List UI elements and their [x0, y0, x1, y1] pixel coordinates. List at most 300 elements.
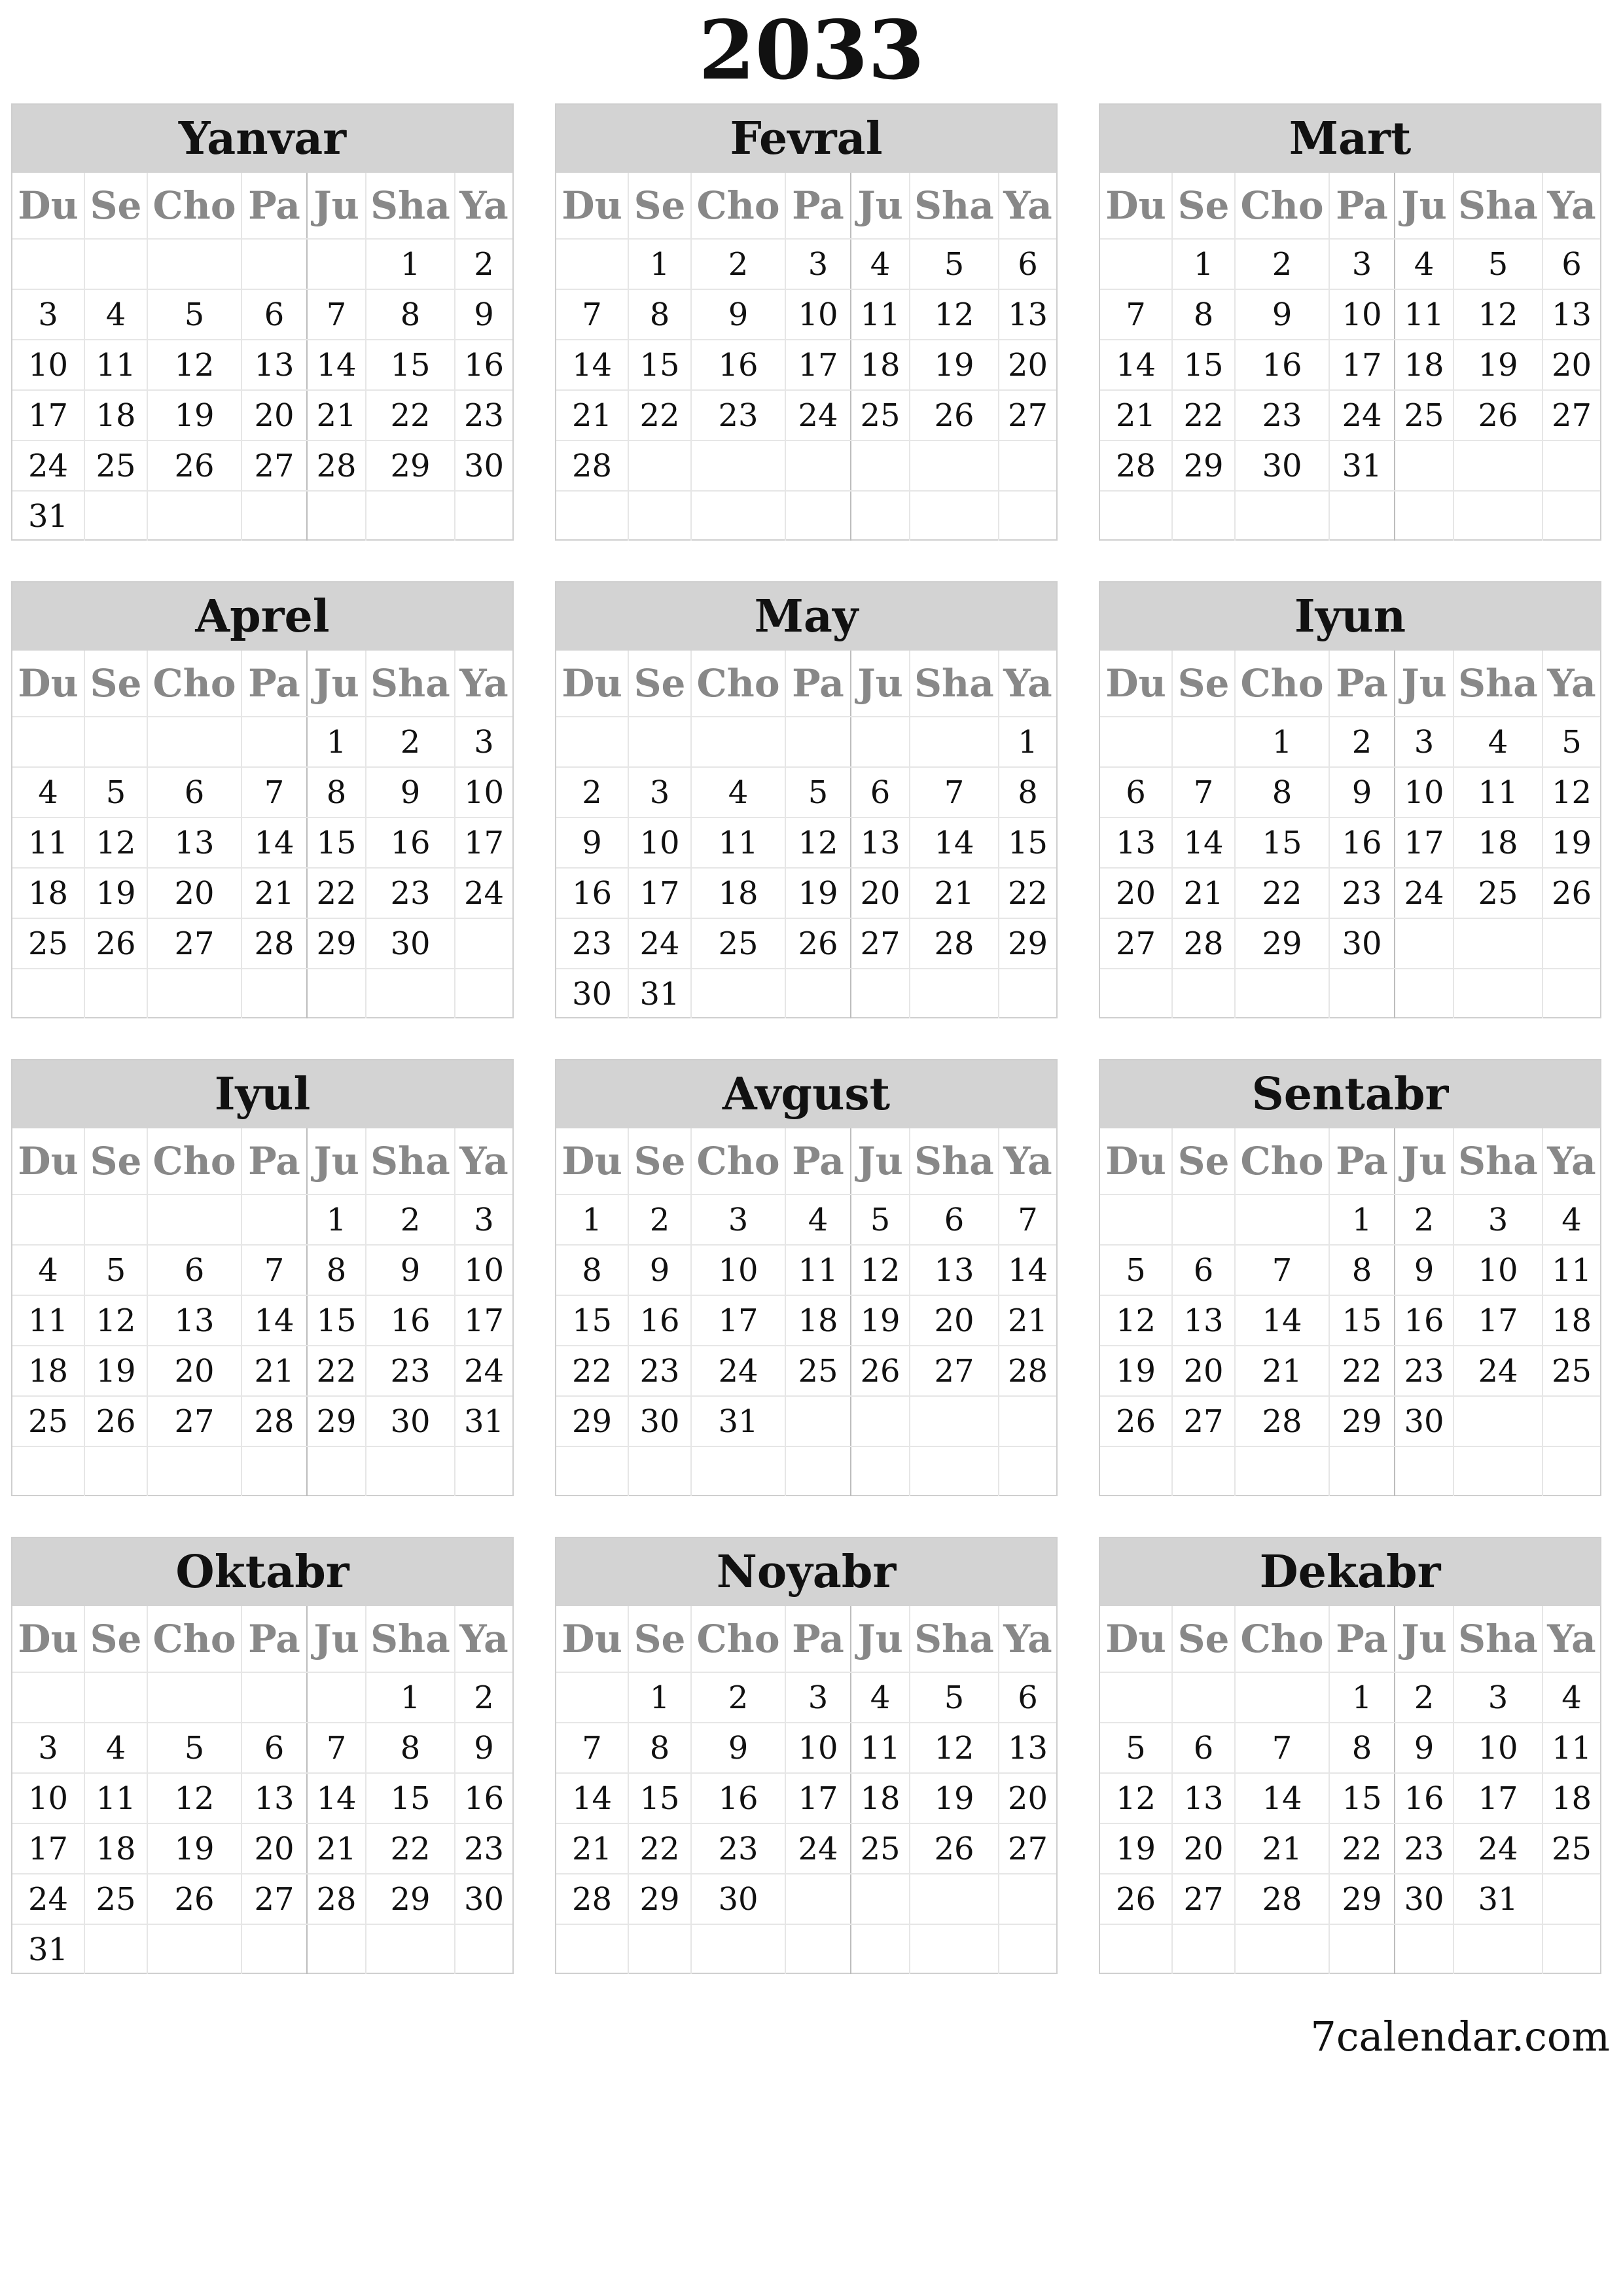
day-cell: 3	[1329, 239, 1395, 289]
weekday-row	[556, 173, 1056, 239]
day-cell	[1329, 491, 1395, 541]
week-row	[12, 1874, 512, 1924]
day-cell: 15	[999, 817, 1056, 868]
day-cell: 24	[455, 868, 512, 918]
day-cell	[1395, 969, 1454, 1018]
day-cell: 10	[1454, 1245, 1543, 1295]
day-cell: 9	[556, 817, 628, 868]
day-cell: 7	[1100, 289, 1172, 340]
days-table	[1100, 1128, 1600, 1496]
day-cell: 11	[12, 817, 84, 868]
day-cell: 30	[1395, 1396, 1454, 1446]
day-cell: 25	[12, 1396, 84, 1446]
day-cell	[1454, 491, 1543, 541]
day-cell: 8	[628, 1723, 691, 1773]
day-cell	[84, 1924, 147, 1974]
day-cell: 31	[12, 491, 84, 541]
weekday-label: Pa	[785, 173, 851, 239]
week-row	[556, 1396, 1056, 1446]
day-cell	[1329, 1446, 1395, 1496]
weekday-label: Ya	[1543, 1128, 1600, 1194]
day-cell: 20	[999, 1773, 1056, 1823]
day-cell: 23	[366, 1346, 455, 1396]
weekday-label: Cho	[147, 1128, 241, 1194]
day-cell	[1543, 1396, 1600, 1446]
day-cell: 28	[307, 440, 366, 491]
week-row	[12, 1245, 512, 1295]
day-cell: 10	[12, 340, 84, 390]
day-cell: 24	[12, 1874, 84, 1924]
day-cell: 3	[12, 1723, 84, 1773]
days-table	[1100, 1606, 1600, 1974]
year-title: 2033	[698, 3, 925, 98]
month-aprel	[11, 581, 514, 1018]
day-cell: 28	[999, 1346, 1056, 1396]
week-row	[556, 1823, 1056, 1874]
day-cell	[1454, 440, 1543, 491]
day-cell: 17	[1454, 1773, 1543, 1823]
weekday-label: Ya	[455, 173, 512, 239]
day-cell: 30	[366, 1396, 455, 1446]
day-cell: 4	[1454, 717, 1543, 767]
day-cell: 9	[455, 1723, 512, 1773]
day-cell	[1172, 1924, 1235, 1974]
day-cell: 24	[785, 390, 851, 440]
day-cell	[851, 969, 910, 1018]
weekday-label: Ya	[455, 651, 512, 717]
week-row	[12, 717, 512, 767]
day-cell: 12	[1454, 289, 1543, 340]
week-row	[1100, 340, 1600, 390]
day-cell: 3	[628, 767, 691, 817]
weekday-row	[1100, 651, 1600, 717]
day-cell: 25	[691, 918, 785, 969]
day-cell: 5	[785, 767, 851, 817]
week-row	[556, 1924, 1056, 1974]
week-row	[1100, 1396, 1600, 1446]
week-row	[1100, 1672, 1600, 1723]
week-row	[1100, 817, 1600, 868]
day-cell: 5	[147, 1723, 241, 1773]
day-cell	[12, 1672, 84, 1723]
day-cell: 15	[307, 1295, 366, 1346]
day-cell: 7	[556, 1723, 628, 1773]
week-row	[12, 1924, 512, 1974]
day-cell: 25	[84, 1874, 147, 1924]
week-row	[1100, 918, 1600, 969]
day-cell: 10	[1329, 289, 1395, 340]
weekday-label: Ju	[851, 1128, 910, 1194]
day-cell: 29	[307, 918, 366, 969]
day-cell: 11	[785, 1245, 851, 1295]
day-cell: 8	[999, 767, 1056, 817]
week-row	[1100, 1823, 1600, 1874]
day-cell: 22	[366, 390, 455, 440]
day-cell	[851, 717, 910, 767]
day-cell: 20	[241, 1823, 307, 1874]
weekday-label: Pa	[241, 1606, 307, 1672]
day-cell	[147, 1924, 241, 1974]
week-row	[1100, 969, 1600, 1018]
day-cell: 10	[455, 1245, 512, 1295]
day-cell: 30	[366, 918, 455, 969]
weekday-label: Se	[1172, 1606, 1235, 1672]
day-cell: 9	[1395, 1723, 1454, 1773]
weekday-label: Pa	[785, 1128, 851, 1194]
weekday-row	[556, 1128, 1056, 1194]
month-name: Fevral	[556, 105, 1056, 173]
days-table	[12, 651, 512, 1018]
weekday-label: Pa	[241, 173, 307, 239]
day-cell	[241, 1194, 307, 1245]
day-cell	[785, 491, 851, 541]
week-row	[1100, 289, 1600, 340]
day-cell: 29	[366, 440, 455, 491]
day-cell: 26	[1100, 1396, 1172, 1446]
day-cell	[147, 239, 241, 289]
weekday-label: Cho	[691, 651, 785, 717]
day-cell	[691, 717, 785, 767]
day-cell: 22	[307, 868, 366, 918]
day-cell: 9	[366, 1245, 455, 1295]
day-cell	[307, 239, 366, 289]
weekday-label: Se	[1172, 1128, 1235, 1194]
day-cell: 29	[1329, 1874, 1395, 1924]
month-yanvar	[11, 103, 514, 541]
day-cell	[1329, 969, 1395, 1018]
day-cell: 6	[1172, 1245, 1235, 1295]
day-cell	[241, 239, 307, 289]
weekday-label: Sha	[366, 173, 455, 239]
day-cell: 14	[1235, 1773, 1329, 1823]
day-cell: 8	[307, 767, 366, 817]
day-cell	[910, 1874, 999, 1924]
day-cell: 18	[1395, 340, 1454, 390]
day-cell: 2	[1235, 239, 1329, 289]
day-cell: 5	[851, 1194, 910, 1245]
month-may	[555, 581, 1058, 1018]
day-cell	[1100, 1194, 1172, 1245]
day-cell	[1395, 1446, 1454, 1496]
day-cell	[241, 1924, 307, 1974]
day-cell: 28	[1172, 918, 1235, 969]
week-row	[12, 390, 512, 440]
day-cell	[910, 491, 999, 541]
day-cell	[1395, 491, 1454, 541]
week-row	[1100, 717, 1600, 767]
day-cell: 10	[1395, 767, 1454, 817]
days-table	[1100, 651, 1600, 1018]
week-row	[556, 289, 1056, 340]
day-cell	[1172, 969, 1235, 1018]
month-name: Dekabr	[1100, 1538, 1600, 1606]
day-cell: 31	[12, 1924, 84, 1974]
day-cell	[366, 969, 455, 1018]
day-cell: 6	[999, 1672, 1056, 1723]
day-cell: 18	[12, 1346, 84, 1396]
day-cell: 31	[691, 1396, 785, 1446]
week-row	[556, 1194, 1056, 1245]
day-cell: 21	[910, 868, 999, 918]
day-cell	[999, 1874, 1056, 1924]
day-cell: 26	[84, 1396, 147, 1446]
day-cell: 24	[1395, 868, 1454, 918]
day-cell: 6	[147, 1245, 241, 1295]
day-cell: 27	[241, 440, 307, 491]
day-cell	[691, 969, 785, 1018]
day-cell: 4	[1395, 239, 1454, 289]
month-name: Sentabr	[1100, 1060, 1600, 1128]
day-cell: 20	[147, 868, 241, 918]
week-row	[12, 767, 512, 817]
day-cell: 15	[1329, 1295, 1395, 1346]
day-cell: 12	[1543, 767, 1600, 817]
day-cell: 1	[999, 717, 1056, 767]
day-cell: 14	[307, 1773, 366, 1823]
day-cell	[1235, 1672, 1329, 1723]
day-cell	[910, 969, 999, 1018]
weekday-label: Pa	[1329, 1606, 1395, 1672]
day-cell	[84, 491, 147, 541]
weekday-label: Pa	[241, 1128, 307, 1194]
day-cell: 22	[307, 1346, 366, 1396]
month-noyabr	[555, 1537, 1058, 1974]
week-row	[12, 1194, 512, 1245]
day-cell: 23	[455, 1823, 512, 1874]
days-table	[12, 173, 512, 541]
day-cell: 19	[147, 390, 241, 440]
day-cell: 16	[366, 1295, 455, 1346]
day-cell: 11	[851, 289, 910, 340]
day-cell: 27	[1172, 1874, 1235, 1924]
day-cell: 16	[1395, 1773, 1454, 1823]
day-cell: 31	[455, 1396, 512, 1446]
weekday-label: Ju	[307, 1606, 366, 1672]
weekday-label: Ya	[1543, 651, 1600, 717]
day-cell: 1	[1329, 1672, 1395, 1723]
week-row	[12, 289, 512, 340]
day-cell: 21	[1172, 868, 1235, 918]
day-cell: 15	[307, 817, 366, 868]
day-cell: 7	[999, 1194, 1056, 1245]
month-mart	[1099, 103, 1601, 541]
day-cell: 28	[556, 1874, 628, 1924]
day-cell	[1235, 969, 1329, 1018]
day-cell	[84, 1194, 147, 1245]
day-cell: 3	[1395, 717, 1454, 767]
day-cell: 14	[1100, 340, 1172, 390]
week-row	[12, 1396, 512, 1446]
day-cell: 1	[307, 717, 366, 767]
day-cell: 7	[1172, 767, 1235, 817]
day-cell: 25	[12, 918, 84, 969]
day-cell: 27	[999, 390, 1056, 440]
weekday-label: Ya	[999, 651, 1056, 717]
day-cell	[1329, 1924, 1395, 1974]
day-cell: 16	[556, 868, 628, 918]
day-cell: 17	[628, 868, 691, 918]
day-cell: 2	[1329, 717, 1395, 767]
day-cell: 7	[241, 767, 307, 817]
month-name: Yanvar	[12, 105, 512, 173]
day-cell: 28	[1235, 1874, 1329, 1924]
day-cell	[307, 969, 366, 1018]
day-cell: 13	[999, 1723, 1056, 1773]
day-cell: 12	[851, 1245, 910, 1295]
day-cell: 14	[556, 340, 628, 390]
day-cell	[147, 1194, 241, 1245]
day-cell: 23	[628, 1346, 691, 1396]
day-cell: 4	[851, 1672, 910, 1723]
day-cell: 6	[851, 767, 910, 817]
day-cell	[1454, 969, 1543, 1018]
day-cell	[1172, 1672, 1235, 1723]
day-cell	[147, 969, 241, 1018]
weekday-label: Pa	[1329, 173, 1395, 239]
day-cell: 17	[785, 1773, 851, 1823]
day-cell: 8	[366, 289, 455, 340]
day-cell	[1454, 1924, 1543, 1974]
day-cell: 11	[1395, 289, 1454, 340]
weekday-label: Se	[628, 1128, 691, 1194]
day-cell: 14	[999, 1245, 1056, 1295]
day-cell: 2	[691, 239, 785, 289]
week-row	[556, 1672, 1056, 1723]
day-cell: 6	[1172, 1723, 1235, 1773]
day-cell: 12	[84, 1295, 147, 1346]
day-cell: 8	[556, 1245, 628, 1295]
day-cell: 23	[366, 868, 455, 918]
day-cell: 27	[1172, 1396, 1235, 1446]
day-cell	[1100, 491, 1172, 541]
day-cell	[241, 969, 307, 1018]
day-cell: 22	[1172, 390, 1235, 440]
day-cell: 10	[12, 1773, 84, 1823]
weekday-label: Sha	[910, 173, 999, 239]
day-cell: 21	[241, 1346, 307, 1396]
day-cell: 14	[556, 1773, 628, 1823]
day-cell	[84, 1672, 147, 1723]
day-cell	[12, 1446, 84, 1496]
weekday-label: Ju	[1395, 1128, 1454, 1194]
day-cell: 3	[1454, 1672, 1543, 1723]
day-cell	[1100, 1446, 1172, 1496]
day-cell: 9	[628, 1245, 691, 1295]
week-row	[1100, 1874, 1600, 1924]
week-row	[556, 868, 1056, 918]
day-cell: 2	[366, 717, 455, 767]
day-cell: 28	[241, 918, 307, 969]
day-cell	[1235, 1924, 1329, 1974]
day-cell: 20	[999, 340, 1056, 390]
day-cell: 24	[785, 1823, 851, 1874]
day-cell	[1100, 1672, 1172, 1723]
day-cell: 6	[910, 1194, 999, 1245]
day-cell: 8	[1235, 767, 1329, 817]
day-cell: 17	[455, 817, 512, 868]
day-cell: 15	[1235, 817, 1329, 868]
day-cell: 13	[910, 1245, 999, 1295]
day-cell: 29	[1329, 1396, 1395, 1446]
week-row	[556, 817, 1056, 868]
day-cell	[366, 1924, 455, 1974]
day-cell	[851, 491, 910, 541]
day-cell: 22	[1235, 868, 1329, 918]
day-cell: 21	[556, 1823, 628, 1874]
week-row	[12, 440, 512, 491]
day-cell: 4	[12, 767, 84, 817]
day-cell: 18	[851, 340, 910, 390]
weekday-label: Ya	[1543, 1606, 1600, 1672]
weekday-label: Sha	[910, 1606, 999, 1672]
day-cell: 21	[999, 1295, 1056, 1346]
month-avgust	[555, 1059, 1058, 1496]
week-row	[556, 1773, 1056, 1823]
day-cell: 20	[851, 868, 910, 918]
week-row	[556, 1874, 1056, 1924]
days-table	[1100, 173, 1600, 541]
day-cell	[628, 1446, 691, 1496]
weekday-label: Sha	[1454, 1128, 1543, 1194]
day-cell: 5	[910, 1672, 999, 1723]
day-cell: 12	[147, 340, 241, 390]
weekday-label: Sha	[366, 1606, 455, 1672]
day-cell	[147, 491, 241, 541]
day-cell: 7	[307, 1723, 366, 1773]
day-cell	[851, 1396, 910, 1446]
week-row	[1100, 767, 1600, 817]
days-table	[556, 651, 1056, 1018]
day-cell: 25	[84, 440, 147, 491]
day-cell	[366, 1446, 455, 1496]
weekday-label: Cho	[1235, 1606, 1329, 1672]
month-name: Aprel	[12, 583, 512, 651]
day-cell: 22	[556, 1346, 628, 1396]
day-cell: 21	[556, 390, 628, 440]
week-row	[556, 1245, 1056, 1295]
week-row	[1100, 239, 1600, 289]
weekday-label: Du	[12, 1606, 84, 1672]
day-cell: 6	[1100, 767, 1172, 817]
day-cell: 18	[12, 868, 84, 918]
month-name: Oktabr	[12, 1538, 512, 1606]
week-row	[12, 1446, 512, 1496]
weekday-label: Du	[556, 173, 628, 239]
day-cell: 26	[910, 390, 999, 440]
day-cell: 12	[910, 1723, 999, 1773]
day-cell: 12	[147, 1773, 241, 1823]
day-cell	[84, 969, 147, 1018]
day-cell: 19	[147, 1823, 241, 1874]
day-cell: 10	[628, 817, 691, 868]
day-cell: 1	[1329, 1194, 1395, 1245]
week-row	[12, 1295, 512, 1346]
day-cell: 16	[455, 1773, 512, 1823]
day-cell: 19	[84, 868, 147, 918]
weekday-label: Ya	[999, 173, 1056, 239]
day-cell: 13	[241, 340, 307, 390]
day-cell	[455, 969, 512, 1018]
days-table	[556, 1128, 1056, 1496]
day-cell: 25	[851, 1823, 910, 1874]
weekday-row	[556, 651, 1056, 717]
day-cell	[1172, 491, 1235, 541]
day-cell	[785, 717, 851, 767]
day-cell: 13	[1543, 289, 1600, 340]
weekday-label: Ya	[455, 1606, 512, 1672]
day-cell: 18	[84, 1823, 147, 1874]
day-cell	[691, 1924, 785, 1974]
